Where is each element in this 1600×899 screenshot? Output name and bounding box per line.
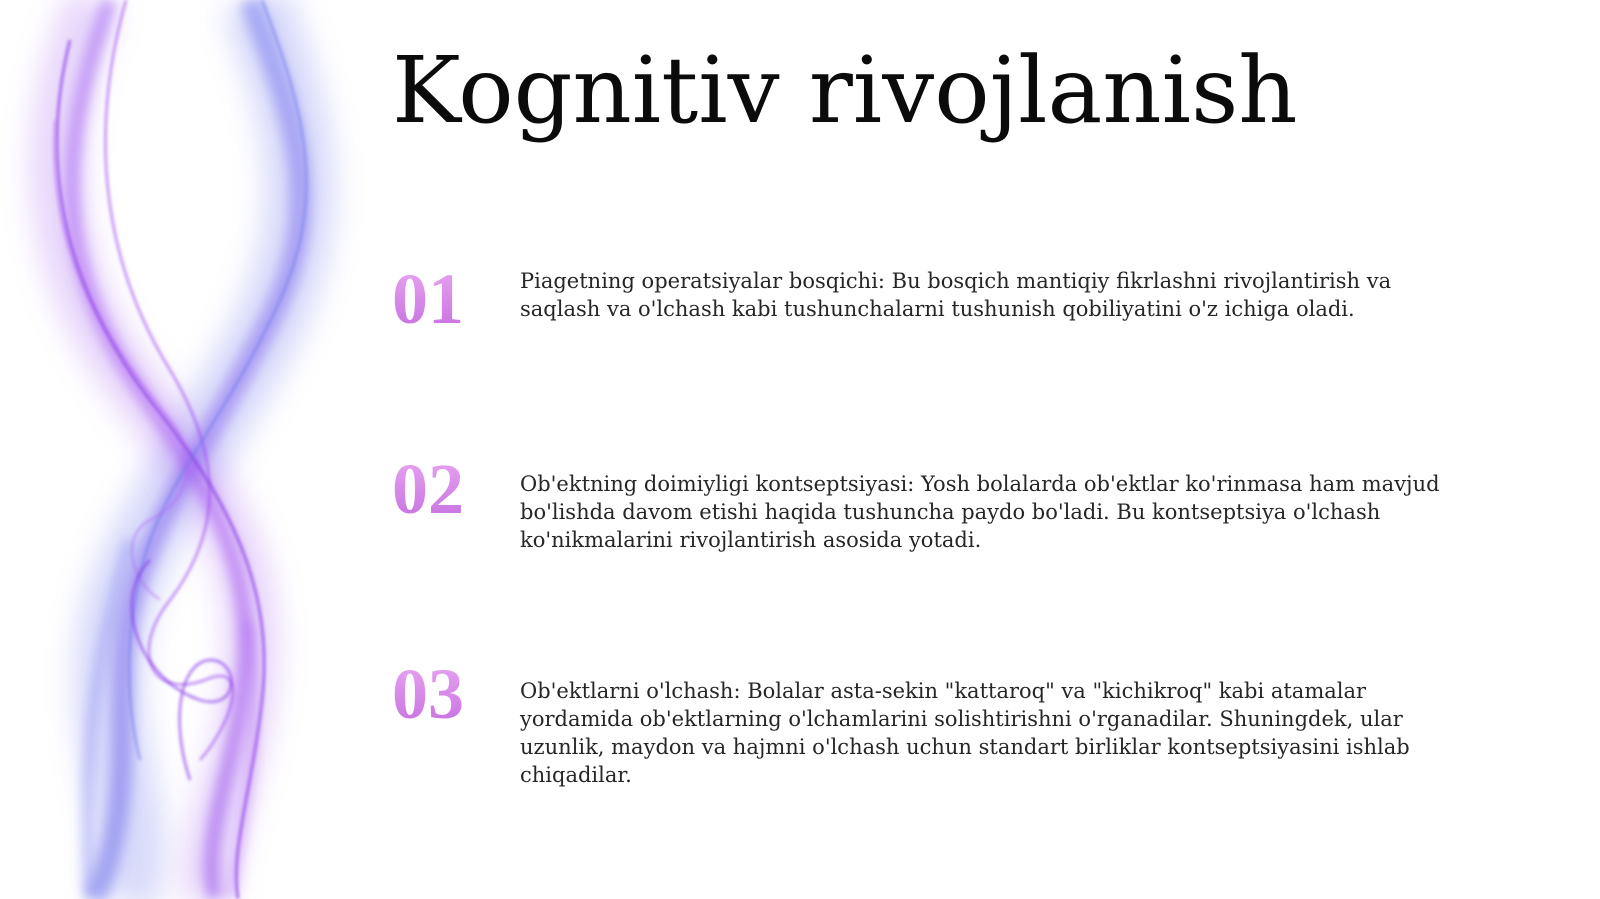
smoke-decoration	[0, 0, 420, 899]
item-number: 02	[392, 449, 464, 529]
item-text: Piagetning operatsiyalar bosqichi: Bu bosqich mantiqiy fikrlashni rivojlantirish va saqlash va o'lchash kabi tushunchalarni tushunish qobiliyatini o'z ichiga oladi.	[520, 269, 1392, 321]
item-text: Ob'ektlarni o'lchash: Bolalar asta-sekin "kattaroq" va "kichikroq" kabi atamalar yordamida ob'ektlarning o'lchamlarini solishtirishni o'rganadilar. Shuningdek, ular uzunlik, maydon va hajmni o'lchash uchun standart birliklar kontseptsiyasini ishlab chiqadilar.	[520, 679, 1410, 787]
item-number: 01	[392, 259, 464, 339]
item-number: 03	[392, 654, 464, 734]
slide-title: Kognitiv rivojlanish	[392, 37, 1298, 144]
item-text: Ob'ektning doimiyligi kontseptsiyasi: Yosh bolalarda ob'ektlar ko'rinmasa ham mavjud bo'lishda davom etishi haqida tushuncha paydo bo'ladi. Bu kontseptsiya o'lchash ko'nikmalarini rivojlantirish asosida yotadi.	[520, 472, 1440, 552]
